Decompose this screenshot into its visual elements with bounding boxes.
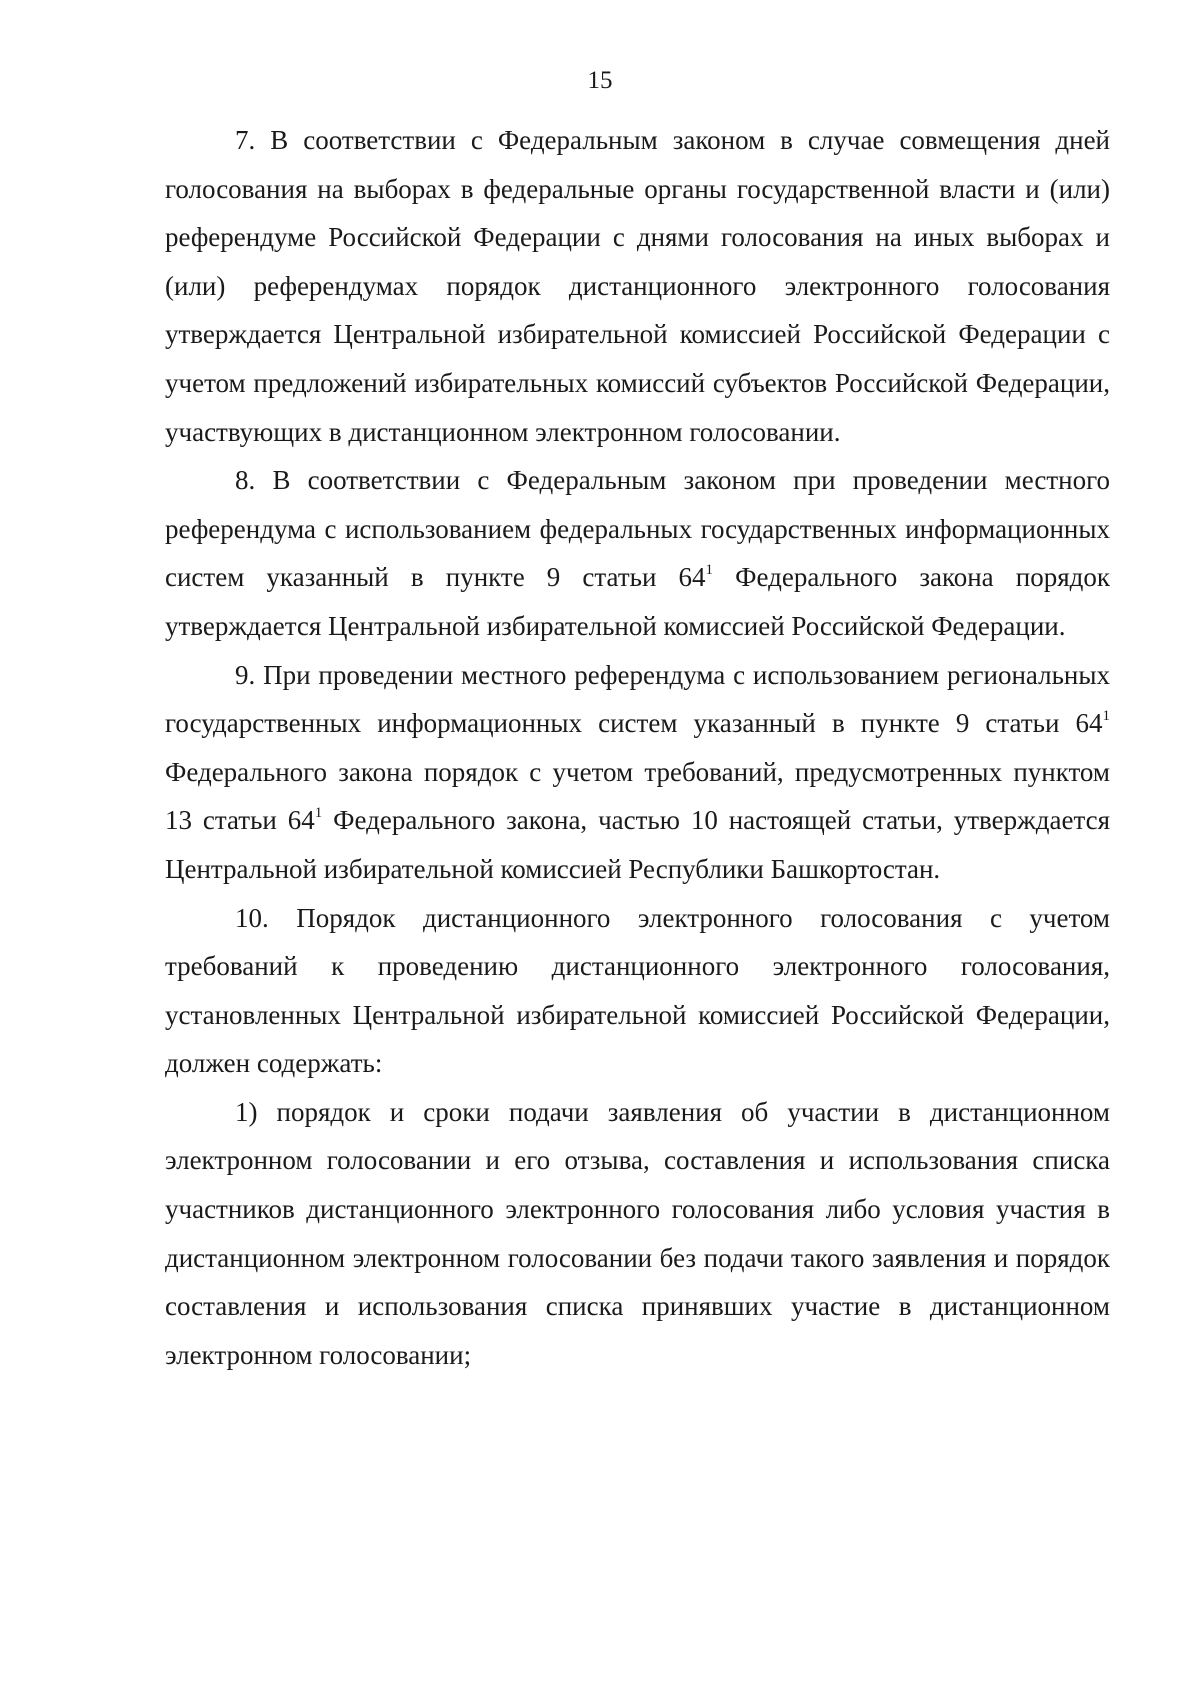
paragraph-number: 9. — [235, 659, 256, 690]
paragraph-text: Федерального закона порядок с учетом требований, предусмотренных пунктом 13 статьи 64 — [165, 756, 1110, 836]
paragraph-text: Федерального закона, частью 10 настоящей статьи, утверждается Центральной избирательной комиссией Республики Башкортостан. — [165, 805, 1110, 884]
superscript: 1 — [705, 562, 714, 579]
paragraph-10 — [165, 894, 1110, 1088]
paragraph-text: Порядок дистанционного электронного голосования с учетом требований к проведению дистанционного электронного голосования, установленных Центральной избирательной комиссией Российской Федерации, должен содержать: — [165, 902, 1111, 1079]
paragraph-9 — [165, 651, 1110, 894]
paragraph-number: 1) — [235, 1096, 258, 1127]
paragraph-text: В соответствии с Федеральным законом при проведении местного референдума с использованием федеральных государственных информационных систем указанный в пункте 9 статьи 64 — [165, 465, 1110, 593]
superscript: 1 — [314, 805, 323, 822]
paragraph-8 — [165, 456, 1110, 650]
paragraph-text: Федерального закона порядок утверждается Центральной избирательной комиссией Российской Федерации. — [165, 562, 1110, 641]
paragraph-text: В соответствии с Федеральным законом в случае совмещения дней голосования на выборах в федеральные органы государственной власти и (или) референдуме Российской Федерации с днями голосования на иных выборах и (или) референдумах порядок дистанционного электронного голосования утверждается Центральной избирательной комиссией Российской Федерации с учетом предложений избирательных комиссий субъектов Российской Федерации, участвующих в дистанционном электронном голосовании. — [165, 125, 1111, 447]
paragraph-number: 7. — [235, 125, 256, 155]
paragraph-text: порядок и сроки подачи заявления об участии в дистанционном электронном голосовании и его отзыва, составления и использования списка участников дистанционного электронного голосования либо условия участия в дистанционном электронном голосовании без подачи такого заявления и порядок составления и использования списка принявших участие в дистанционном электронном голосовании; — [165, 1096, 1110, 1370]
paragraph-number: 8. — [235, 465, 256, 496]
document-body — [165, 116, 1110, 1379]
superscript: 1 — [1102, 708, 1110, 725]
paragraph-text: При проведении местного референдума с использованием региональных государственных информационных систем указанный в пункте 9 статьи 64 — [165, 659, 1110, 739]
page-number: 15 — [587, 67, 613, 94]
paragraph-number: 10. — [235, 902, 269, 933]
paragraph-7 — [165, 116, 1110, 456]
subparagraph-1 — [165, 1088, 1110, 1380]
